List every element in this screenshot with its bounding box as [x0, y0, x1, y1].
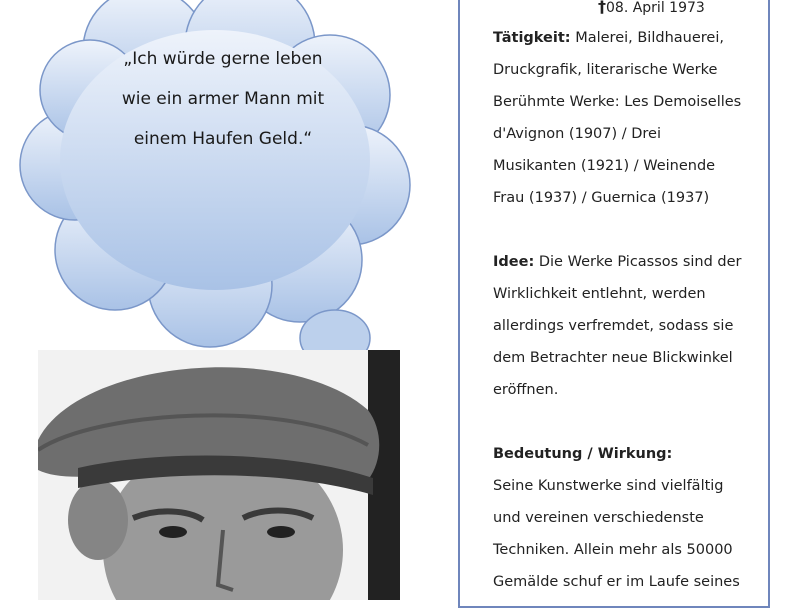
activity-line-2: Druckgrafik, literarische Werke [493, 62, 718, 78]
idea-line [493, 254, 742, 270]
cross-icon: † [598, 0, 606, 16]
activity-label: Tätigkeit: [493, 30, 571, 46]
activity-line [493, 30, 724, 46]
impact-line: Techniken. Allein mehr als 50000 [493, 542, 733, 558]
works-line: d'Avignon (1907) / Drei [493, 126, 662, 142]
idea-line: Wirklichkeit entlehnt, werden [493, 286, 706, 302]
works-line: Musikanten (1921) / Weinende [493, 158, 716, 174]
idea-label: Idee: [493, 254, 535, 270]
quote-line: wie ein armer Mann mit [121, 89, 325, 109]
quote-line: einem Haufen Geld.“ [133, 129, 313, 149]
impact-line: Seine Kunstwerke sind vielfältig [493, 478, 724, 494]
death-date [598, 0, 705, 16]
death-date-text: 08. April 1973 [606, 0, 705, 16]
impact-line: und vereinen verschiedenste [493, 510, 704, 526]
idea-line: allerdings verfremdet, sodass sie [493, 318, 734, 334]
idea-text: Die Werke Picassos sind der [534, 254, 742, 270]
portrait-photo [38, 350, 400, 600]
impact-heading [493, 446, 672, 462]
works-line: Berühmte Werke: Les Demoiselles [493, 94, 742, 110]
idea-line: eröffnen. [493, 382, 559, 398]
works-line: Frau (1937) / Guernica (1937) [493, 190, 710, 206]
impact-label: Bedeutung / Wirkung: [493, 446, 673, 462]
activity-text: Malerei, Bildhauerei, [570, 30, 724, 46]
quote-line: „Ich würde gerne leben [123, 49, 323, 69]
idea-line: dem Betrachter neue Blickwinkel [493, 350, 733, 366]
impact-line: Gemälde schuf er im Laufe seines [493, 574, 740, 590]
